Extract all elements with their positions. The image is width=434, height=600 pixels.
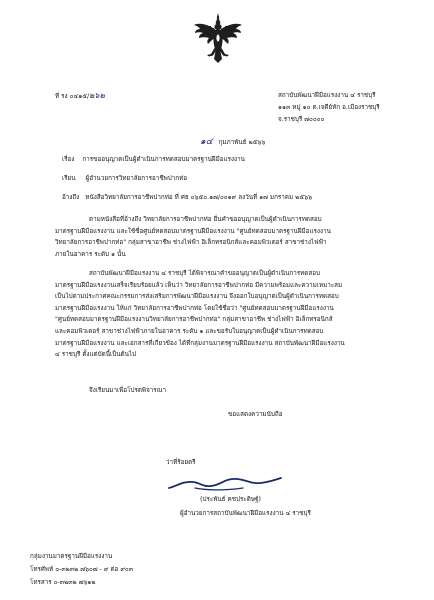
handwritten-signature — [165, 472, 285, 494]
document-number — [55, 92, 105, 101]
paragraph-1-line-1: ตามหนังสือที่อ้างถึง วิทยาลัยการอาชีพปากท่อ ยื่นคำขออนุญาตเป็นผู้ดำเนินการทดสอบ — [89, 216, 322, 223]
reference-text: หนังสือวิทยาลัยการอาชีพปากท่อ ที่ ศธ ๐๖๕๐.๑๗/๐๐๑๙ ลงวันที่ ๑๗ มกราคม ๒๕๖๖ — [85, 194, 313, 201]
footer-phone: โทรศัพท์ ๐-๓๒๓๒ ๗๖๐๗ - ๙ ต่อ ๙๐๓ — [30, 566, 134, 573]
letter-date — [200, 138, 265, 147]
paragraph-1-line-3: วิทยาลัยการอาชีพปากท่อ" กลุ่มสาขาอาชีพ ช่างไฟฟ้า อิเล็กทรอนิกส์และคอมพิวเตอร์ สาขาช่างไฟฟ้า — [55, 239, 327, 247]
reference-line — [62, 194, 312, 202]
paragraph-2-line-3: เป็นไปตามประกาศคณะกรรมการส่งเสริมการพัฒนาฝีมือแรงงาน จึงออกใบอนุญาตเป็นผู้ดำเนินการทดสอบ — [55, 293, 339, 301]
document-number-prefix: ที่ รง ๐๔๑๕/ — [55, 93, 90, 100]
date-day-handwritten: ๑๔ — [200, 137, 213, 147]
signatory-rank: ว่าที่ร้อยตรี — [166, 459, 196, 466]
signatory-name: (ประพันธ์ คชประดิษฐ์) — [200, 496, 261, 503]
paragraph-2-line-2: มาตรฐานฝีมือแรงงานเสร็จเรียบร้อยแล้ว เห็นว่า วิทยาลัยการอาชีพปากท่อ มีความพร้อมและความเหมาะสม — [55, 281, 343, 289]
sender-address-line-2: ๑๑๓ หมู่ ๑๐ ต.เจดีย์หัก อ.เมืองราชบุรี — [278, 104, 380, 111]
valediction: ขอแสดงความนับถือ — [228, 411, 283, 418]
subject-text: การขออนุญาตเป็นผู้ดำเนินการทดสอบมาตรฐานฝีมือแรงงาน — [82, 156, 245, 163]
recipient-line — [62, 175, 187, 183]
date-month-year: กุมภาพันธ์ ๒๕๖๖ — [218, 139, 266, 146]
paragraph-2-line-7: มาตรฐานฝีมือแรงงาน และเอกสารที่เกี่ยวข้อง ได้ที่กลุ่มงานมาตรฐานฝีมือแรงงาน สถาบันพัฒนาฝีมือแรงงาน — [55, 339, 345, 347]
subject-label: เรื่อง — [62, 156, 75, 163]
body-paragraph-2 — [55, 268, 387, 361]
garuda-emblem-icon — [192, 12, 244, 64]
reference-label: อ้างถึง — [62, 194, 80, 201]
paragraph-2-line-4: มาตรฐานฝีมือแรงงาน ให้แก่ วิทยาลัยการอาชีพปากท่อ โดยใช้ชื่อว่า "ศูนย์ทดสอบมาตรฐานฝีมือแรงงาน — [55, 304, 334, 312]
recipient-label: เรียน — [62, 175, 76, 182]
paragraph-2-line-8: ๔ ราชบุรี ตั้งแต่บัดนี้เป็นต้นไป — [55, 351, 137, 359]
footer-department: กลุ่มงานมาตรฐานฝีมือแรงงาน — [30, 553, 113, 560]
document-number-handwritten: ๒๖๒ — [89, 91, 105, 100]
paragraph-2-line-5: "ศูนย์ทดสอบมาตรฐานฝีมือแรงงานวิทยาลัยการอาชีพปากท่อ" กลุ่มสาขาอาชีพ ช่างไฟฟ้า อิเล็กทรอนิกส์ — [55, 316, 333, 324]
signatory-position: ผู้อำนวยการสถาบันพัฒนาฝีมือแรงงาน ๔ ราชบุรี — [180, 510, 311, 517]
sender-address-line-1: สถาบันพัฒนาฝีมือแรงงาน ๔ ราชบุรี — [278, 92, 376, 99]
body-paragraph-1 — [55, 214, 387, 260]
paragraph-2-line-1: สถาบันพัฒนาฝีมือแรงงาน ๔ ราชบุรี ได้พิจารณาคำขออนุญาตเป็นผู้ดำเนินการทดสอบ — [89, 270, 320, 277]
subject-line — [62, 156, 245, 164]
closing-request: จึงเรียนมาเพื่อโปรดพิจารณา — [89, 387, 167, 394]
paragraph-1-line-2: มาตรฐานฝีมือแรงงาน และใช้ชื่อศูนย์ทดสอบมาตรฐานฝีมือแรงงาน "ศูนย์ทดสอบมาตรฐานฝีมือแรงงาน — [55, 227, 331, 235]
paragraph-2-line-6: และคอมพิวเตอร์ สาขาช่างไฟฟ้าภายในอาคาร ระดับ ๑ และขอรับใบอนุญาตเป็นผู้ดำเนินการทดสอบ — [55, 327, 324, 335]
recipient-text: ผู้อำนวยการวิทยาลัยการอาชีพปากท่อ — [85, 175, 188, 182]
paragraph-1-line-4: ภายในอาคาร ระดับ ๑ นั้น — [55, 250, 126, 258]
footer-fax: โทรสาร ๐-๓๒๓๒ ๗๖๑๒ — [30, 579, 96, 586]
sender-address-line-3: จ.ราชบุรี ๗๐๐๐๐ — [278, 116, 325, 123]
